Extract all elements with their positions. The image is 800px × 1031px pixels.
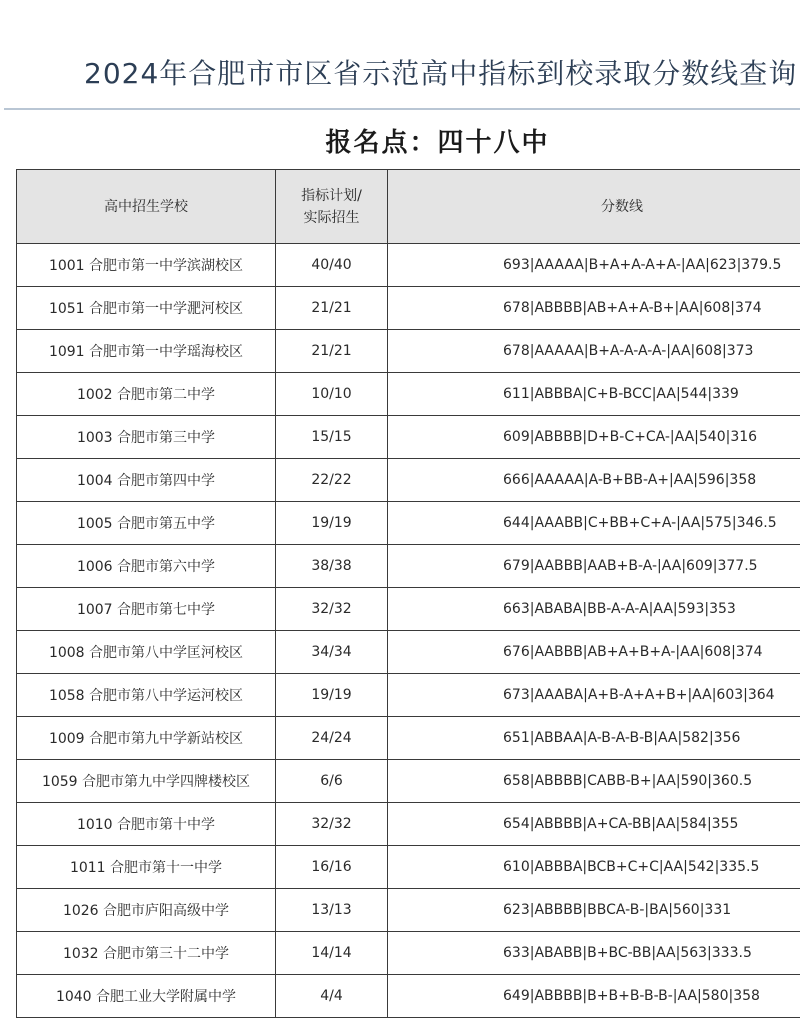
header-score: 分数线 [388,170,800,244]
school-cell: 1008 合肥市第八中学匡河校区 [17,631,276,674]
score-cell: 611|ABBBA|C+B-BCC|AA|544|339 [388,373,800,416]
score-cell: 676|AABBB|AB+A+B+A-|AA|608|374 [388,631,800,674]
table-row [17,373,800,416]
score-cell: 678|ABBBB|AB+A+A-B+|AA|608|374 [388,287,800,330]
plan-cell: 32/32 [276,588,388,631]
table-header-row [17,170,800,244]
score-cell: 679|AABBB|AAB+B-A-|AA|609|377.5 [388,545,800,588]
score-cell: 623|ABBBB|BBCA-B-|BA|560|331 [388,889,800,932]
score-cell: 633|ABABB|B+BC-BB|AA|563|333.5 [388,932,800,975]
table-row [17,244,800,287]
table-row [17,545,800,588]
header-plan-line1: 指标计划/ [301,187,362,204]
school-cell: 1040 合肥工业大学附属中学 [17,975,276,1018]
table-row [17,717,800,760]
title-divider [4,108,800,110]
plan-cell: 15/15 [276,416,388,459]
page-title: 2024年合肥市市区省示范高中指标到校录取分数线查询 [84,57,798,90]
score-cell: 658|ABBBB|CABB-B+|AA|590|360.5 [388,760,800,803]
plan-cell: 13/13 [276,889,388,932]
score-cell: 666|AAAAA|A-B+BB-A+|AA|596|358 [388,459,800,502]
plan-cell: 24/24 [276,717,388,760]
school-cell: 1026 合肥市庐阳高级中学 [17,889,276,932]
school-cell: 1091 合肥市第一中学瑶海校区 [17,330,276,373]
table-row [17,674,800,717]
plan-cell: 32/32 [276,803,388,846]
plan-cell: 22/22 [276,459,388,502]
plan-cell: 19/19 [276,674,388,717]
table-row [17,287,800,330]
admission-score-table-container [16,169,800,1018]
school-cell: 1001 合肥市第一中学滨湖校区 [17,244,276,287]
plan-cell: 21/21 [276,287,388,330]
school-cell: 1009 合肥市第九中学新站校区 [17,717,276,760]
school-cell: 1007 合肥市第七中学 [17,588,276,631]
header-plan-line2: 实际招生 [303,209,360,226]
table-row [17,330,800,373]
plan-cell: 14/14 [276,932,388,975]
table-row [17,588,800,631]
school-cell: 1058 合肥市第八中学运河校区 [17,674,276,717]
plan-cell: 16/16 [276,846,388,889]
table-row [17,846,800,889]
header-school: 高中招生学校 [17,170,276,244]
plan-cell: 4/4 [276,975,388,1018]
plan-cell: 38/38 [276,545,388,588]
school-cell: 1004 合肥市第四中学 [17,459,276,502]
score-cell: 678|AAAAA|B+A-A-A-A-|AA|608|373 [388,330,800,373]
school-cell: 1002 合肥市第二中学 [17,373,276,416]
score-cell: 609|ABBBB|D+B-C+CA-|AA|540|316 [388,416,800,459]
score-cell: 663|ABABA|BB-A-A-A|AA|593|353 [388,588,800,631]
school-cell: 1011 合肥市第十一中学 [17,846,276,889]
header-plan [276,170,388,244]
school-cell: 1010 合肥市第十中学 [17,803,276,846]
table-row [17,631,800,674]
score-cell: 693|AAAAA|B+A+A-A+A-|AA|623|379.5 [388,244,800,287]
score-cell: 654|ABBBB|A+CA-BB|AA|584|355 [388,803,800,846]
school-cell: 1003 合肥市第三中学 [17,416,276,459]
table-row [17,975,800,1018]
school-cell: 1051 合肥市第一中学淝河校区 [17,287,276,330]
score-cell: 649|ABBBB|B+B+B-B-B-|AA|580|358 [388,975,800,1018]
school-cell: 1059 合肥市第九中学四牌楼校区 [17,760,276,803]
score-cell: 610|ABBBA|BCB+C+C|AA|542|335.5 [388,846,800,889]
admission-score-table [16,169,800,1018]
plan-cell: 19/19 [276,502,388,545]
registration-point-heading: 报名点：四十八中 [325,128,550,158]
school-cell: 1006 合肥市第六中学 [17,545,276,588]
score-cell: 644|AAABB|C+BB+C+A-|AA|575|346.5 [388,502,800,545]
school-cell: 1032 合肥市第三十二中学 [17,932,276,975]
table-row [17,416,800,459]
table-row [17,760,800,803]
table-row [17,932,800,975]
plan-cell: 40/40 [276,244,388,287]
table-row [17,803,800,846]
table-body [17,244,800,1018]
table-row [17,502,800,545]
score-cell: 673|AAABA|A+B-A+A+B+|AA|603|364 [388,674,800,717]
school-cell: 1005 合肥市第五中学 [17,502,276,545]
table-row [17,459,800,502]
plan-cell: 21/21 [276,330,388,373]
score-cell: 651|ABBAA|A-B-A-B-B|AA|582|356 [388,717,800,760]
plan-cell: 6/6 [276,760,388,803]
plan-cell: 10/10 [276,373,388,416]
plan-cell: 34/34 [276,631,388,674]
table-row [17,889,800,932]
